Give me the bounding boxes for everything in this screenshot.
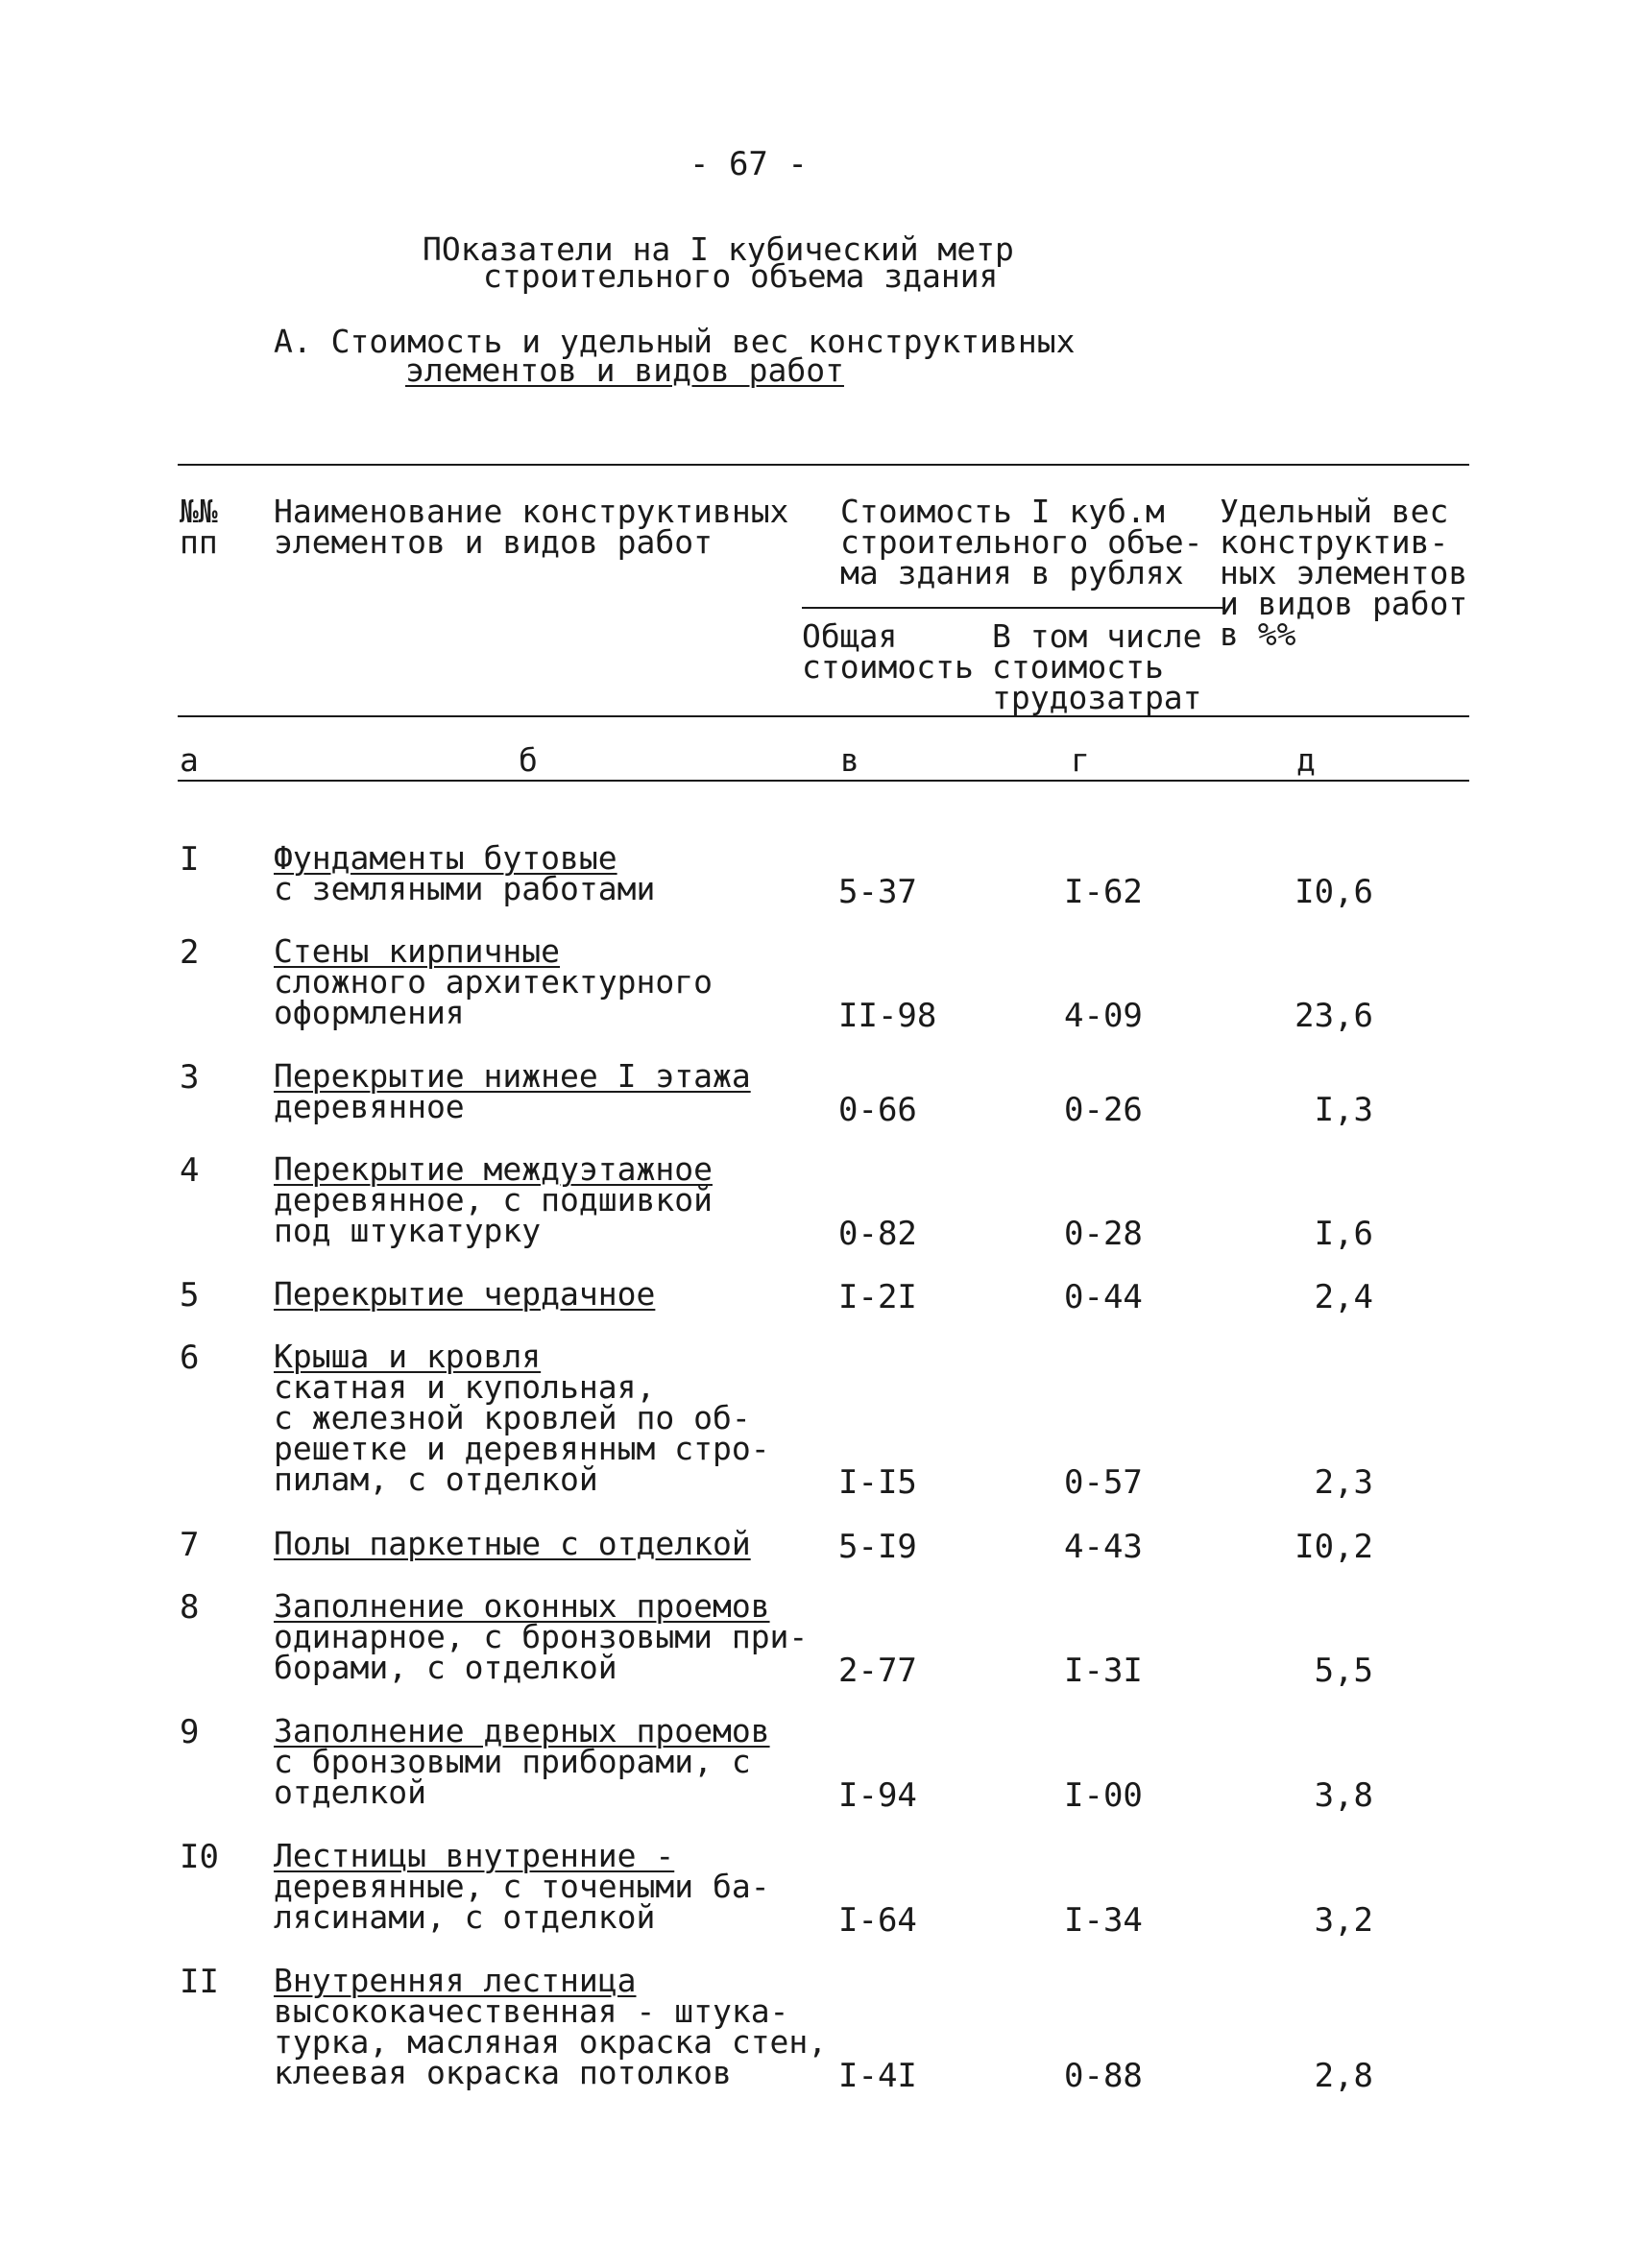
- row-weight: 2,8: [1314, 2057, 1373, 2095]
- row-name: [274, 1057, 751, 1125]
- header-name-line: Наименование конструктивных: [274, 493, 789, 530]
- col-letter-b: б: [519, 741, 538, 779]
- row-name-heading: Фундаменты бутовые: [274, 839, 617, 877]
- row-name: [274, 839, 656, 907]
- header-cost-group: [840, 493, 1203, 591]
- header-bottom-rule: [178, 715, 1469, 717]
- row-labor-cost: I-34: [1064, 1901, 1143, 1940]
- row-total-cost: I-94: [838, 1776, 917, 1815]
- subtitle-line-1: А. Стоимость и удельный вес конструктивных: [274, 323, 1076, 360]
- row-labor-cost: I-00: [1064, 1776, 1143, 1815]
- row-weight: 3,2: [1314, 1901, 1373, 1940]
- row-name: [274, 1962, 828, 2091]
- row-number: II: [180, 1963, 219, 2001]
- row-number: 2: [180, 933, 200, 972]
- row-labor-cost: 0-88: [1064, 2057, 1143, 2095]
- row-name: [274, 1150, 713, 1249]
- row-name-heading: Крыша и кровля: [274, 1338, 542, 1375]
- row-name-line: с земляными работами: [274, 870, 656, 907]
- page-number: - 67 -: [689, 145, 808, 183]
- col-letter-a: а: [180, 741, 199, 779]
- row-name-heading: Перекрытие чердачное: [274, 1275, 656, 1313]
- row-name-line: пилам, с отделкой: [274, 1460, 598, 1498]
- row-labor-cost: 0-26: [1064, 1091, 1143, 1129]
- row-name: [274, 1712, 770, 1811]
- row-name-line: деревянные, с точеными ба-: [274, 1868, 770, 1905]
- row-name-line: отделкой: [274, 1773, 426, 1811]
- row-labor-cost: 4-43: [1064, 1528, 1143, 1566]
- row-labor-cost: I-62: [1064, 873, 1143, 911]
- col-letter-g: г: [1071, 741, 1090, 779]
- header-weight-line: Удельный вес: [1220, 493, 1449, 530]
- row-number: 7: [180, 1526, 200, 1564]
- row-total-cost: I-I5: [838, 1463, 917, 1502]
- row-name: [274, 1587, 809, 1686]
- title-line-1: ПОказатели на I кубический метр: [423, 230, 1014, 268]
- header-cost-line: Стоимость I куб.м: [840, 493, 1165, 530]
- row-weight: I,3: [1314, 1091, 1373, 1129]
- header-cost-line: строительного объе-: [840, 523, 1203, 561]
- header-num-line: №№: [180, 493, 218, 530]
- row-name-heading: Полы паркетные с отделкой: [274, 1525, 751, 1562]
- row-weight: I0,2: [1294, 1528, 1373, 1566]
- header-weight: [1220, 493, 1468, 653]
- row-labor-cost: 0-44: [1064, 1278, 1143, 1316]
- row-name: [274, 1338, 770, 1498]
- header-total: [802, 617, 974, 686]
- header-total-line: стоимость: [802, 648, 974, 686]
- row-number: 9: [180, 1713, 200, 1751]
- row-name-line: одинарное, с бронзовыми при-: [274, 1618, 809, 1655]
- row-name-line: с железной кровлей по об-: [274, 1399, 751, 1436]
- row-name-line: скатная и купольная,: [274, 1368, 656, 1406]
- header-total-line: Общая: [802, 617, 898, 655]
- row-total-cost: 0-66: [838, 1091, 917, 1129]
- row-name-line: турка, масляная окраска стен,: [274, 2023, 828, 2061]
- row-name-line: сложного архитектурного: [274, 963, 713, 1001]
- row-total-cost: I-64: [838, 1901, 917, 1940]
- row-name-line: деревянное: [274, 1088, 465, 1125]
- row-name-line: высококачественная - штука-: [274, 1992, 789, 2030]
- header-weight-line: в %%: [1220, 615, 1296, 653]
- subtitle-line-2: элементов и видов работ: [405, 351, 844, 389]
- header-name-line: элементов и видов работ: [274, 523, 713, 561]
- row-name-heading: Перекрытие нижнее I этажа: [274, 1057, 751, 1095]
- row-name-line: деревянное, с подшивкой: [274, 1181, 713, 1218]
- col-letter-v: в: [840, 741, 859, 779]
- row-number: 4: [180, 1151, 200, 1190]
- row-name-line: борами, с отделкой: [274, 1649, 617, 1686]
- row-total-cost: 2-77: [838, 1652, 917, 1690]
- row-number: 3: [180, 1058, 200, 1097]
- header-labor: [992, 617, 1202, 716]
- row-weight: 2,4: [1314, 1278, 1373, 1316]
- header-labor-line: трудозатрат: [992, 679, 1202, 716]
- row-name: [274, 1525, 751, 1562]
- row-weight: 2,3: [1314, 1463, 1373, 1502]
- row-name-heading: Стены кирпичные: [274, 932, 561, 970]
- row-total-cost: II-98: [838, 997, 937, 1035]
- row-labor-cost: 0-28: [1064, 1215, 1143, 1253]
- row-name: [274, 932, 713, 1031]
- row-name-line: оформления: [274, 994, 465, 1031]
- row-labor-cost: 0-57: [1064, 1463, 1143, 1502]
- letters-rule: [178, 780, 1469, 782]
- row-weight: 3,8: [1314, 1776, 1373, 1815]
- row-name-heading: Заполнение оконных проемов: [274, 1587, 770, 1625]
- row-labor-cost: 4-09: [1064, 997, 1143, 1035]
- row-total-cost: I-4I: [838, 2057, 917, 2095]
- row-name-heading: Перекрытие междуэтажное: [274, 1150, 713, 1188]
- row-weight: 5,5: [1314, 1652, 1373, 1690]
- row-name-heading: Заполнение дверных проемов: [274, 1712, 770, 1749]
- row-number: I0: [180, 1838, 219, 1876]
- row-total-cost: I-2I: [838, 1278, 917, 1316]
- row-name-line: под штукатурку: [274, 1212, 542, 1249]
- row-name-line: клеевая окраска потолков: [274, 2054, 732, 2091]
- row-name: [274, 1275, 656, 1313]
- row-total-cost: 0-82: [838, 1215, 917, 1253]
- row-number: 6: [180, 1339, 200, 1377]
- row-name-heading: Лестницы внутренние -: [274, 1837, 675, 1874]
- header-name: [274, 493, 789, 561]
- row-labor-cost: I-3I: [1064, 1652, 1143, 1690]
- row-total-cost: 5-I9: [838, 1528, 917, 1566]
- row-weight: I0,6: [1294, 873, 1373, 911]
- header-cost-rule: [802, 607, 1224, 609]
- row-name-heading: Внутренняя лестница: [274, 1962, 637, 1999]
- header-weight-line: и видов работ: [1220, 585, 1468, 622]
- col-letter-d: д: [1296, 741, 1316, 779]
- row-weight: I,6: [1314, 1215, 1373, 1253]
- table-top-rule: [178, 464, 1469, 466]
- row-name-line: лясинами, с отделкой: [274, 1898, 656, 1936]
- header-cost-line: ма здания в рублях: [840, 554, 1184, 591]
- row-number: 5: [180, 1276, 200, 1315]
- header-weight-line: ных элементов: [1220, 554, 1468, 591]
- row-weight: 23,6: [1294, 997, 1373, 1035]
- row-name: [274, 1837, 770, 1936]
- header-labor-line: В том числе: [992, 617, 1202, 655]
- row-name-line: решетке и деревянным стро-: [274, 1430, 770, 1467]
- row-total-cost: 5-37: [838, 873, 917, 911]
- row-name-line: с бронзовыми приборами, с: [274, 1743, 751, 1780]
- header-labor-line: стоимость: [992, 648, 1164, 686]
- header-weight-line: конструктив-: [1220, 523, 1449, 561]
- title-line-2: строительного объема здания: [483, 257, 999, 295]
- header-num: [180, 493, 218, 561]
- header-num-line: пп: [180, 523, 218, 561]
- row-number: I: [180, 840, 200, 879]
- row-number: 8: [180, 1588, 200, 1627]
